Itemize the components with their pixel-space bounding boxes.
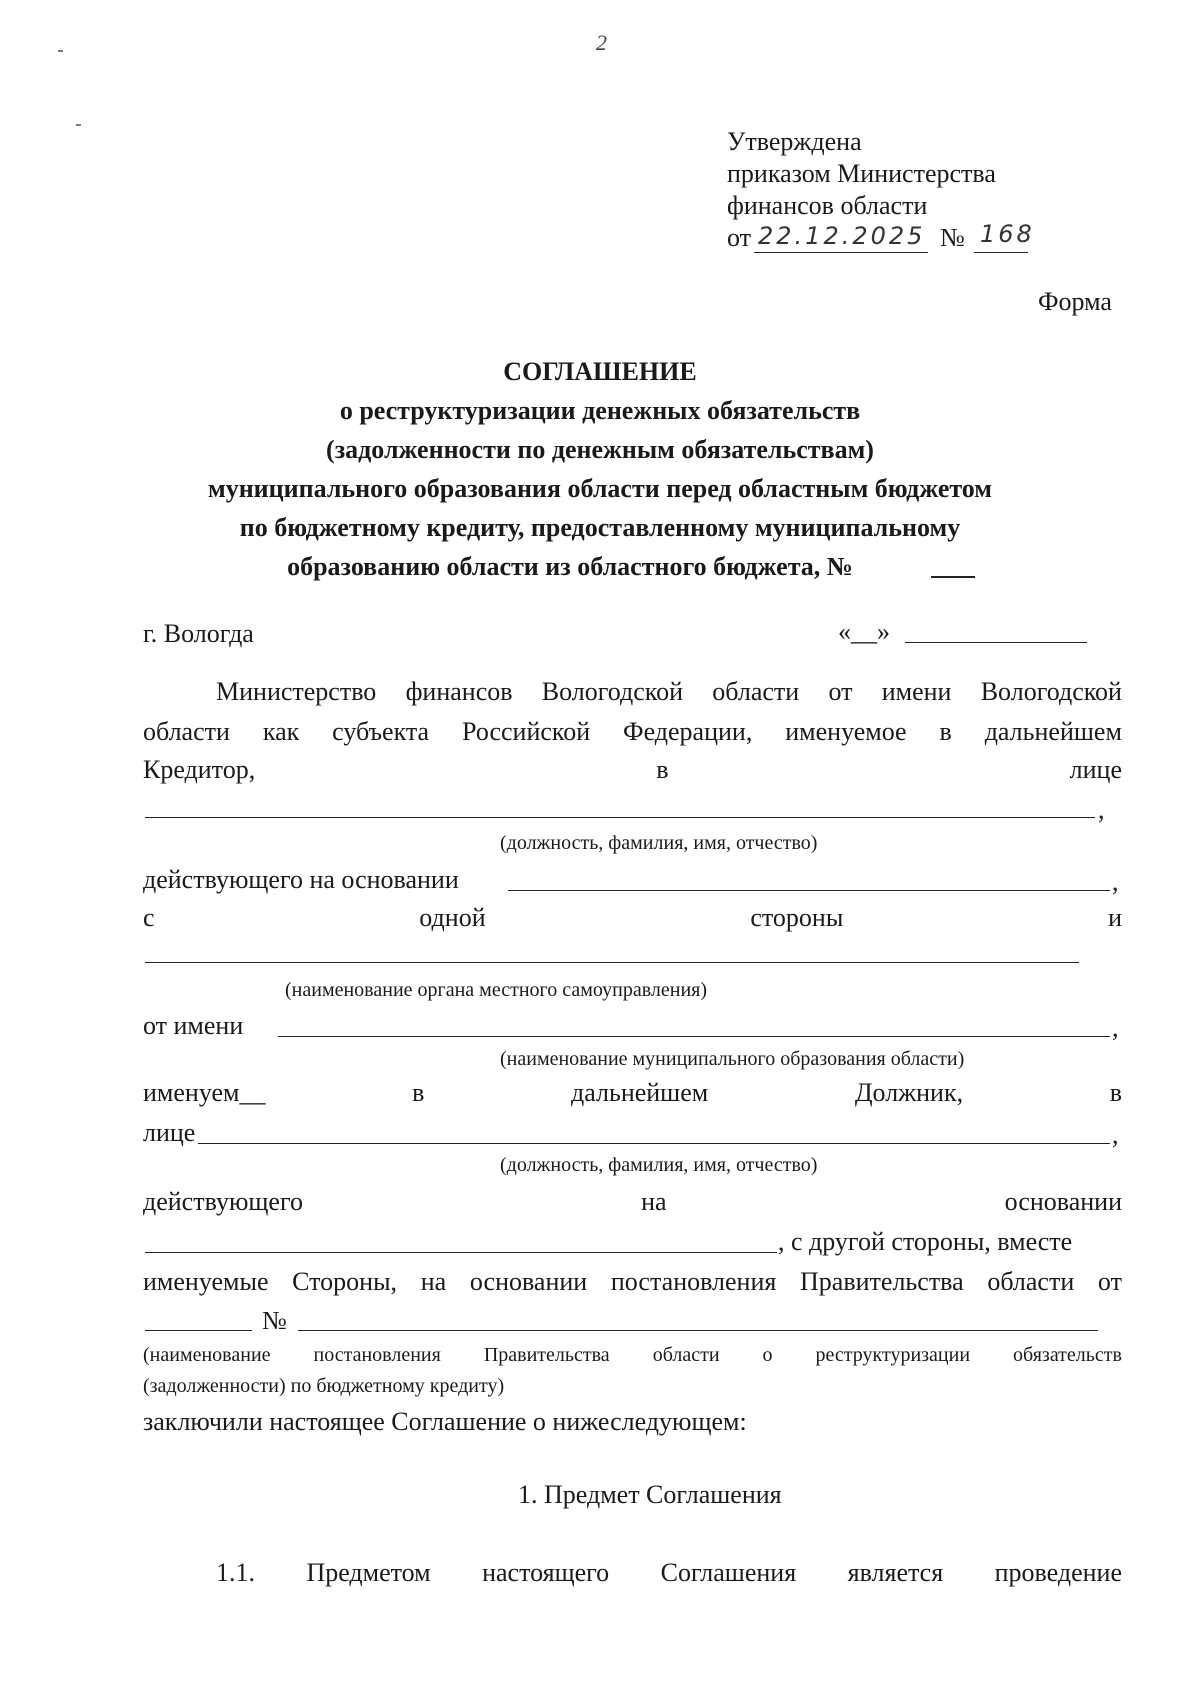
title-heading: СОГЛАШЕНИЕ [503, 357, 697, 386]
resolution-name-blank[interactable] [298, 1330, 1098, 1331]
scan-speck [76, 124, 81, 126]
word: основании [469, 1267, 588, 1296]
approval-number-underline [974, 252, 1028, 253]
word: основании [1004, 1187, 1122, 1216]
caption-position-name-2: (должность, фамилия, имя, отчество) [500, 1154, 818, 1176]
word: Федерации, [623, 717, 753, 746]
word: от [828, 677, 853, 706]
word: Вологодской [980, 677, 1122, 706]
approval-line-1: Утверждена [727, 127, 862, 156]
scan-speck [58, 50, 63, 52]
word: (наименование [143, 1344, 271, 1366]
caption-resolution-line-2: (задолженности) по бюджетному кредиту) [143, 1375, 505, 1397]
municipality-blank[interactable] [278, 1036, 1110, 1037]
clause-1-1-line [216, 1557, 1122, 1589]
date-day-placeholder: «__» [838, 617, 890, 646]
approval-line-2: приказом Министерства [727, 159, 996, 188]
word: именуем__ [143, 1078, 266, 1107]
word: области [987, 1267, 1075, 1296]
para1-line-3 [143, 754, 1122, 786]
word: в [1109, 1078, 1122, 1107]
word: дальнейшем [570, 1078, 709, 1107]
caption-municipality: (наименование муниципального образования области) [500, 1048, 965, 1070]
word: постановления [313, 1344, 441, 1366]
word: именуемые [143, 1267, 269, 1296]
word: именуемое [785, 717, 907, 746]
form-label: Форма [1038, 287, 1112, 316]
creditor-basis-blank[interactable] [508, 890, 1110, 891]
word: Предметом [306, 1558, 431, 1587]
title-line-5-text: образованию области из областного бюджета, № [287, 552, 853, 581]
word: проведение [994, 1558, 1122, 1587]
word: субъекта [332, 717, 430, 746]
word: настоящего [482, 1558, 610, 1587]
approval-date-handwritten: 22.12.2025 [758, 222, 926, 250]
word: Должник, [854, 1078, 964, 1107]
word: лице [1069, 755, 1122, 784]
date-month-blank [905, 642, 1087, 643]
word: Стороны, [292, 1267, 398, 1296]
word: имени [881, 677, 952, 706]
local-body-blank[interactable] [145, 962, 1079, 963]
word: является [847, 1558, 944, 1587]
on-behalf-label: от имени [143, 1011, 244, 1040]
word: как [262, 717, 300, 746]
place: г. Вологда [143, 619, 254, 648]
word: Соглашения [660, 1558, 797, 1587]
resolution-number-sign: № [262, 1306, 287, 1335]
word: Министерство [216, 677, 377, 706]
word: Правительства [800, 1267, 964, 1296]
caption-position-name: (должность, фамилия, имя, отчество) [500, 832, 818, 854]
approval-from-label: от [727, 223, 752, 252]
word: Кредитор, [143, 755, 256, 784]
word: и [1108, 903, 1122, 932]
word: области [712, 677, 800, 706]
word: реструктуризации [815, 1344, 971, 1366]
word: дальнейшем [984, 717, 1122, 746]
agreement-number-blank [931, 576, 975, 578]
creditor-representative-blank[interactable] [145, 817, 1095, 818]
approval-number-handwritten: 168 [980, 220, 1035, 248]
approval-line-3: финансов области [727, 191, 928, 220]
other-side-text: , с другой стороны, вместе [778, 1227, 1073, 1256]
para1-line-1 [216, 676, 1122, 708]
word: о [762, 1344, 773, 1366]
resolution-date-blank[interactable] [145, 1330, 252, 1331]
caption-local-body: (наименование органа местного самоуправления) [285, 979, 708, 1001]
word: области [143, 717, 230, 746]
side-one-line [143, 902, 1122, 934]
page-number: 2 [596, 30, 607, 55]
named-parties-line [143, 1266, 1122, 1298]
word: финансов [405, 677, 513, 706]
word: в [412, 1078, 425, 1107]
word: Правительства [483, 1344, 610, 1366]
word: в [656, 755, 669, 784]
word: на [641, 1187, 667, 1216]
word: с [143, 903, 155, 932]
word: постановления [610, 1267, 777, 1296]
in-person-label: лице [143, 1118, 196, 1147]
concluded-text: заключили настоящее Соглашение о нижеследующем: [143, 1407, 747, 1436]
named-debtor-line [143, 1077, 1122, 1109]
word: одной [419, 903, 486, 932]
title-line-1: о реструктуризации денежных обязательств [339, 396, 861, 425]
title-line-2: (задолженности по денежным обязательствам) [326, 435, 874, 464]
comma: , [1112, 867, 1119, 896]
title-line-5 [0, 547, 1200, 586]
word: на [420, 1267, 447, 1296]
title-line-4: по бюджетному кредиту, предоставленному муниципальному [239, 513, 961, 542]
section-1-heading: 1. Предмет Соглашения [518, 1480, 782, 1509]
acting-basis-label: действующего на основании [143, 865, 459, 894]
approval-number-label: № [940, 223, 965, 252]
approval-date-underline [754, 252, 928, 253]
word: от [1097, 1267, 1122, 1296]
comma: , [1098, 795, 1105, 824]
comma: , [1112, 1120, 1119, 1149]
debtor-basis-blank[interactable] [145, 1252, 777, 1253]
comma: , [1112, 1013, 1119, 1042]
caption-resolution-line-1 [143, 1342, 1122, 1368]
word: Вологодской [541, 677, 684, 706]
word: стороны [750, 903, 844, 932]
debtor-representative-blank[interactable] [198, 1143, 1110, 1144]
word: действующего [143, 1187, 303, 1216]
para1-line-2 [143, 716, 1122, 748]
title-line-3: муниципального образования области перед областным бюджетом [207, 474, 993, 503]
acting-line [143, 1186, 1122, 1218]
word: обязательств [1013, 1344, 1122, 1366]
word: 1.1. [216, 1558, 255, 1587]
word: Российской [462, 717, 591, 746]
word: в [939, 717, 952, 746]
word: области [652, 1344, 720, 1366]
